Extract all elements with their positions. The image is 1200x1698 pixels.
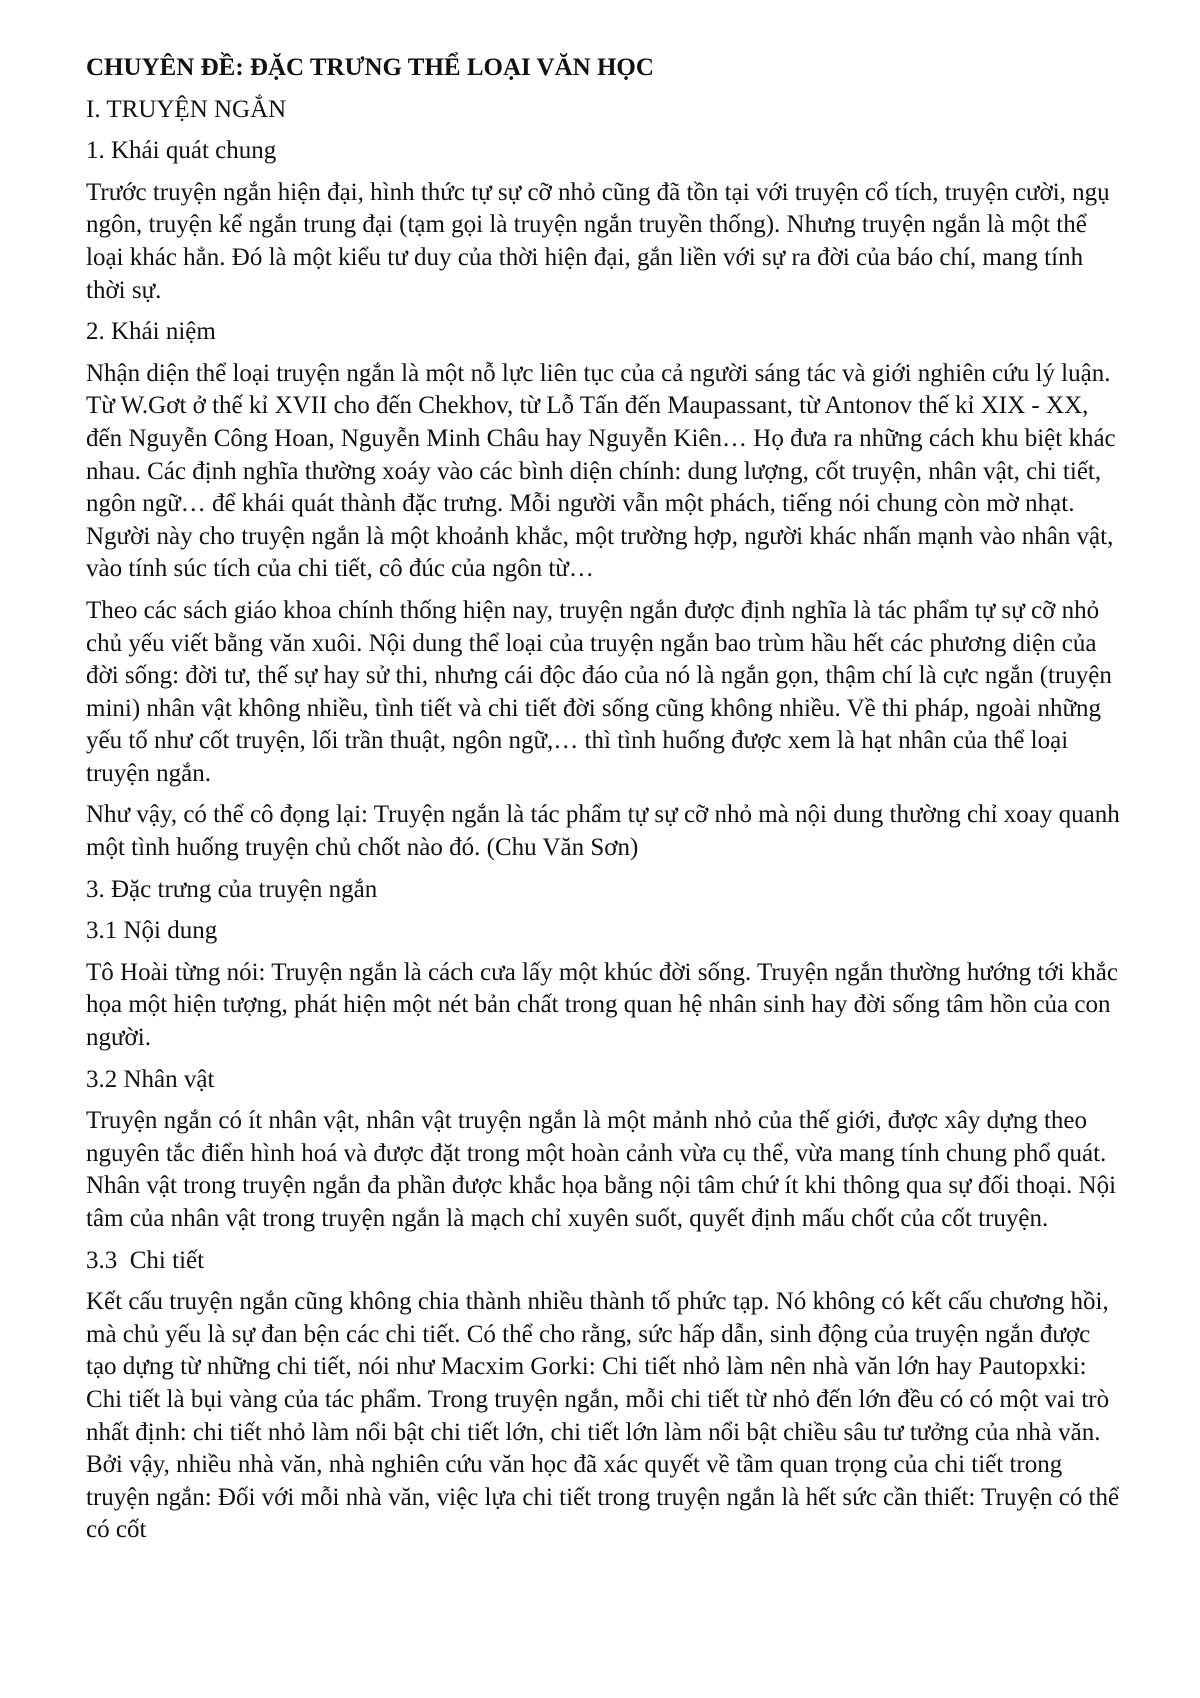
subsection-heading-khai-niem: 2. Khái niệm <box>86 318 216 346</box>
paragraph: Trước truyện ngắn hiện đại, hình thức tự sự cỡ nhỏ cũng đã tồn tại với truyện cổ tích, truyện cười, ngụ ngôn, truyện kể ngắn trung đại (tạm gọi là truyện ngắn truyền thống). Nhưng truyện ngắn là một thể loại khác hẳn. Đó là một kiểu tư duy của thời hiện đại, gắn liền với sự ra đời của báo chí, mang tính thời sự. <box>86 178 1110 304</box>
paragraph: Tô Hoài từng nói: Truyện ngắn là cách cưa lấy một khúc đời sống. Truyện ngắn thường hướng tới khắc họa một hiện tượng, phát hiện một nét bản chất trong quan hệ nhân sinh hay đời sống tâm hồn của con người. <box>86 958 1118 1052</box>
document-page <box>86 52 1126 1556</box>
paragraph: Như vậy, có thể cô đọng lại: Truyện ngắn là tác phẩm tự sự cỡ nhỏ mà nội dung thường chỉ xoay quanh một tình huống truyện chủ chốt nào đó. (Chu Văn Sơn) <box>86 801 1120 862</box>
section-heading-truyen-ngan: I. TRUYỆN NGẮN <box>86 95 287 123</box>
subsection-heading-dac-trung: 3. Đặc trưng của truyện ngắn <box>86 875 378 903</box>
subsection-heading-chi-tiet: 3.3 Chi tiết <box>86 1246 205 1274</box>
paragraph: Nhận diện thể loại truyện ngắn là một nỗ lực liên tục của cả người sáng tác và giới nghiên cứu lý luận. Từ W.Gơt ở thế kỉ XVII cho đến Chekhov, từ Lỗ Tấn đến Maupassant, từ Antonov thế kỉ XIX - XX, đến Nguyễn Công Hoan, Nguyễn Minh Châu hay Nguyễn Kiên… Họ đưa ra những cách khu biệt khác nhau. Các định nghĩa thường xoáy vào các bình diện chính: dung lượng, cốt truyện, nhân vật, chi tiết, ngôn ngữ… để khái quát thành đặc trưng. Mỗi người vẫn một phách, tiếng nói chung còn mờ nhạt. Người này cho truyện ngắn là một khoảnh khắc, một trường hợp, người khác nhấn mạnh vào nhân vật, vào tính súc tích của chi tiết, cô đúc của ngôn từ… <box>86 359 1116 583</box>
paragraph: Theo các sách giáo khoa chính thống hiện nay, truyện ngắn được định nghĩa là tác phẩm tự sự cỡ nhỏ chủ yếu viết bằng văn xuôi. Nội dung thể loại của truyện ngắn bao trùm hầu hết các phương diện của đời sống: đời tư, thế sự hay sử thi, nhưng cái độc đáo của nó là ngắn gọn, thậm chí là cực ngắn (truyện mini) nhân vật không nhiều, tình tiết và chi tiết đời sống cũng không nhiều. Về thi pháp, ngoài những yếu tố như cốt truyện, lối trần thuật, ngôn ngữ,… thì tình huống được xem là hạt nhân của thể loại truyện ngắn. <box>86 596 1112 787</box>
subsection-heading-khai-quat-chung: 1. Khái quát chung <box>86 137 277 165</box>
subsection-heading-noi-dung: 3.1 Nội dung <box>86 917 218 945</box>
paragraph: Truyện ngắn có ít nhân vật, nhân vật truyện ngắn là một mảnh nhỏ của thế giới, được xây dựng theo nguyên tắc điển hình hoá và được đặt trong một hoàn cảnh vừa cụ thể, vừa mang tính chung phổ quát. Nhân vật trong truyện ngắn đa phần được khắc họa bằng nội tâm chứ ít khi thông qua sự đối thoại. Nội tâm của nhân vật trong truyện ngắn là mạch chỉ xuyên suốt, quyết định mấu chốt của cốt truyện. <box>86 1107 1117 1232</box>
paragraph: Kết cấu truyện ngắn cũng không chia thành nhiều thành tố phức tạp. Nó không có kết cấu chương hồi, mà chủ yếu là sự đan bện các chi tiết. Có thể cho rằng, sức hấp dẫn, sinh động của truyện ngắn được tạo dựng từ những chi tiết, nói như Macxim Gorki: Chi tiết nhỏ làm nên nhà văn lớn hay Pautopxki: Chi tiết là bụi vàng của tác phẩm. Trong truyện ngắn, mỗi chi tiết từ nhỏ đến lớn đều có có một vai trò nhất định: chi tiết nhỏ làm nổi bật chi tiết lớn, chi tiết lớn làm nổi bật chiều sâu tư tưởng của nhà văn. Bởi vậy, nhiều nhà văn, nhà nghiên cứu văn học đã xác quyết về tầm quan trọng của chi tiết trong truyện ngắn: Đối với mỗi nhà văn, việc lựa chi tiết trong truyện ngắn là hết sức cần thiết: Truyện có thể có cốt <box>86 1288 1120 1544</box>
document-title: CHUYÊN ĐỀ: ĐẶC TRƯNG THỂ LOẠI VĂN HỌC <box>86 54 654 81</box>
subsection-heading-nhan-vat: 3.2 Nhân vật <box>86 1065 215 1093</box>
